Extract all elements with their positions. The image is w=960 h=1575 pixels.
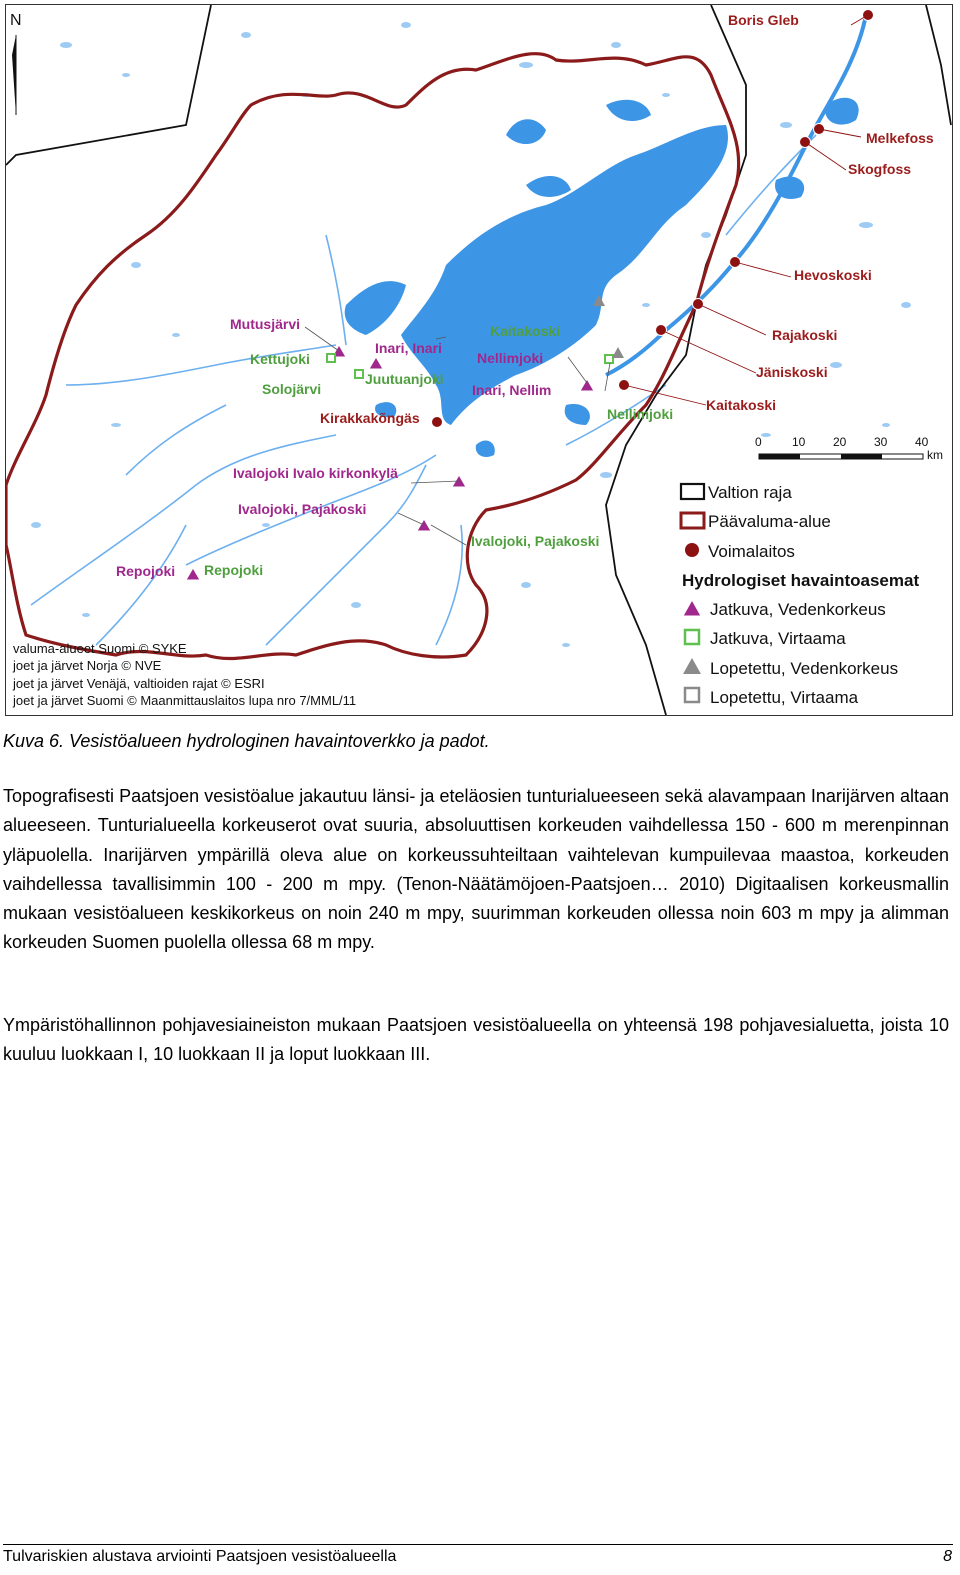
label-skogfoss: Skogfoss bbox=[848, 161, 912, 177]
label-hevoskoski: Hevoskoski bbox=[794, 267, 872, 283]
svg-text:20: 20 bbox=[833, 435, 847, 449]
footer-divider bbox=[3, 1544, 953, 1545]
svg-text:40: 40 bbox=[915, 435, 929, 449]
svg-text:10: 10 bbox=[792, 435, 806, 449]
page-number: 8 bbox=[943, 1548, 952, 1565]
paragraph-topography: Topografisesti Paatsjoen vesistöalue jakautuu länsi- ja eteläosien tunturialueeseen sekä alavampaan Inarijärven altaan alueeseen. Tunturialueella korkeuserot ovat suuria, absoluuttisen korkeuden vaihdellessa 150 - 600 m merenpinnan yläpuolella. Inarijärven ympärillä oleva alue on korkeussuhteiltaan vaihtelevan kumpuilevaa maastoa, korkeuden vaihdellessa tavallisimmin 100 - 200 m mpy. (Tenon-Näätämöjoen-Paatsjoen… 2010) Digitaalisen korkeusmallin mukaan vesistöalueen keskikorkeus on noin 240 m mpy, suurimman korkeuden ollessa noin 603 m mpy ja alimman korkeuden Suomen puolella ollessa 68 m mpy. bbox=[3, 786, 949, 953]
svg-text:joet ja järvet Venäjä, valtioi: joet ja järvet Venäjä, valtioiden rajat © ESRI bbox=[13, 676, 265, 691]
label-inari-nellim: Inari, Nellim bbox=[472, 382, 552, 398]
legend-title: Hydrologiset havaintoasemat bbox=[682, 571, 920, 590]
label-rajakoski: Rajakoski bbox=[772, 327, 838, 343]
label-kaitakoski-station: Kaitakoski bbox=[490, 323, 561, 339]
label-kaitakoski-plant: Kaitakoski bbox=[706, 397, 777, 413]
legend-state-border: Valtion raja bbox=[708, 483, 792, 502]
label-repojoki-b: Repojoki bbox=[204, 562, 264, 578]
label-janiskoski: Jäniskoski bbox=[756, 364, 828, 380]
legend-ended-level: Lopetettu, Vedenkorkeus bbox=[710, 659, 899, 678]
legend-continuous-level: Jatkuva, Vedenkorkeus bbox=[710, 600, 886, 619]
label-mutusjarvi: Mutusjärvi bbox=[230, 316, 301, 332]
basin-map bbox=[5, 4, 953, 716]
label-solojarvi: Solojärvi bbox=[262, 381, 322, 397]
svg-text:joet ja järvet Norja © NVE: joet ja järvet Norja © NVE bbox=[13, 658, 162, 673]
svg-text:30: 30 bbox=[874, 435, 888, 449]
label-kirakkakongas: Kirakkakõngäs bbox=[320, 410, 420, 426]
paragraph-groundwater: Ympäristöhallinnon pohjavesiaineiston mukaan Paatsjoen vesistöalueella on yhteensä 198 pohjavesialuetta, joista 10 kuuluu luokkaan I, 10 luokkaan II ja loput luokkaan III. bbox=[3, 1015, 949, 1065]
footer-title: Tulvariskien alustava arviointi Paatsjoen vesistöalueella bbox=[3, 1548, 397, 1565]
label-melkefoss: Melkefoss bbox=[866, 130, 934, 146]
legend-ended-flow: Lopetettu, Virtaama bbox=[710, 688, 859, 707]
label-ivalojoki-pajakoski-b: Ivalojoki, Pajakoski bbox=[471, 533, 600, 549]
label-nellimjoki-b: Nellimjoki bbox=[607, 406, 674, 422]
svg-text:joet ja järvet Suomi © Maanmit: joet ja järvet Suomi © Maanmittauslaitos lupa nro 7/MML/11 bbox=[13, 693, 357, 708]
label-inari-inari: Inari, Inari bbox=[375, 340, 442, 356]
svg-text:N: N bbox=[10, 12, 22, 29]
label-ivalojoki-pajakoski-a: Ivalojoki, Pajakoski bbox=[238, 501, 367, 517]
label-repojoki-a: Repojoki bbox=[116, 563, 176, 579]
label-ivalojoki-kirkonkyla: Ivalojoki Ivalo kirkonkylä bbox=[233, 465, 398, 481]
label-kettujoki: Kettujoki bbox=[250, 351, 310, 367]
label-boris-gleb: Boris Gleb bbox=[728, 12, 799, 28]
legend-continuous-flow: Jatkuva, Virtaama bbox=[710, 629, 846, 648]
svg-text:km: km bbox=[927, 448, 943, 462]
legend-power-plant: Voimalaitos bbox=[708, 542, 795, 561]
figure-caption: Kuva 6. Vesistöalueen hydrologinen havaintoverkko ja padot. bbox=[3, 731, 490, 751]
svg-text:0: 0 bbox=[755, 435, 762, 449]
label-juutuanjoki: Juutuanjoki bbox=[365, 371, 444, 387]
legend-main-basin: Päävaluma-alue bbox=[708, 512, 831, 531]
svg-text:valuma-alueet Suomi © SYKE: valuma-alueet Suomi © SYKE bbox=[13, 641, 187, 656]
label-nellimjoki-a: Nellimjoki bbox=[477, 350, 544, 366]
